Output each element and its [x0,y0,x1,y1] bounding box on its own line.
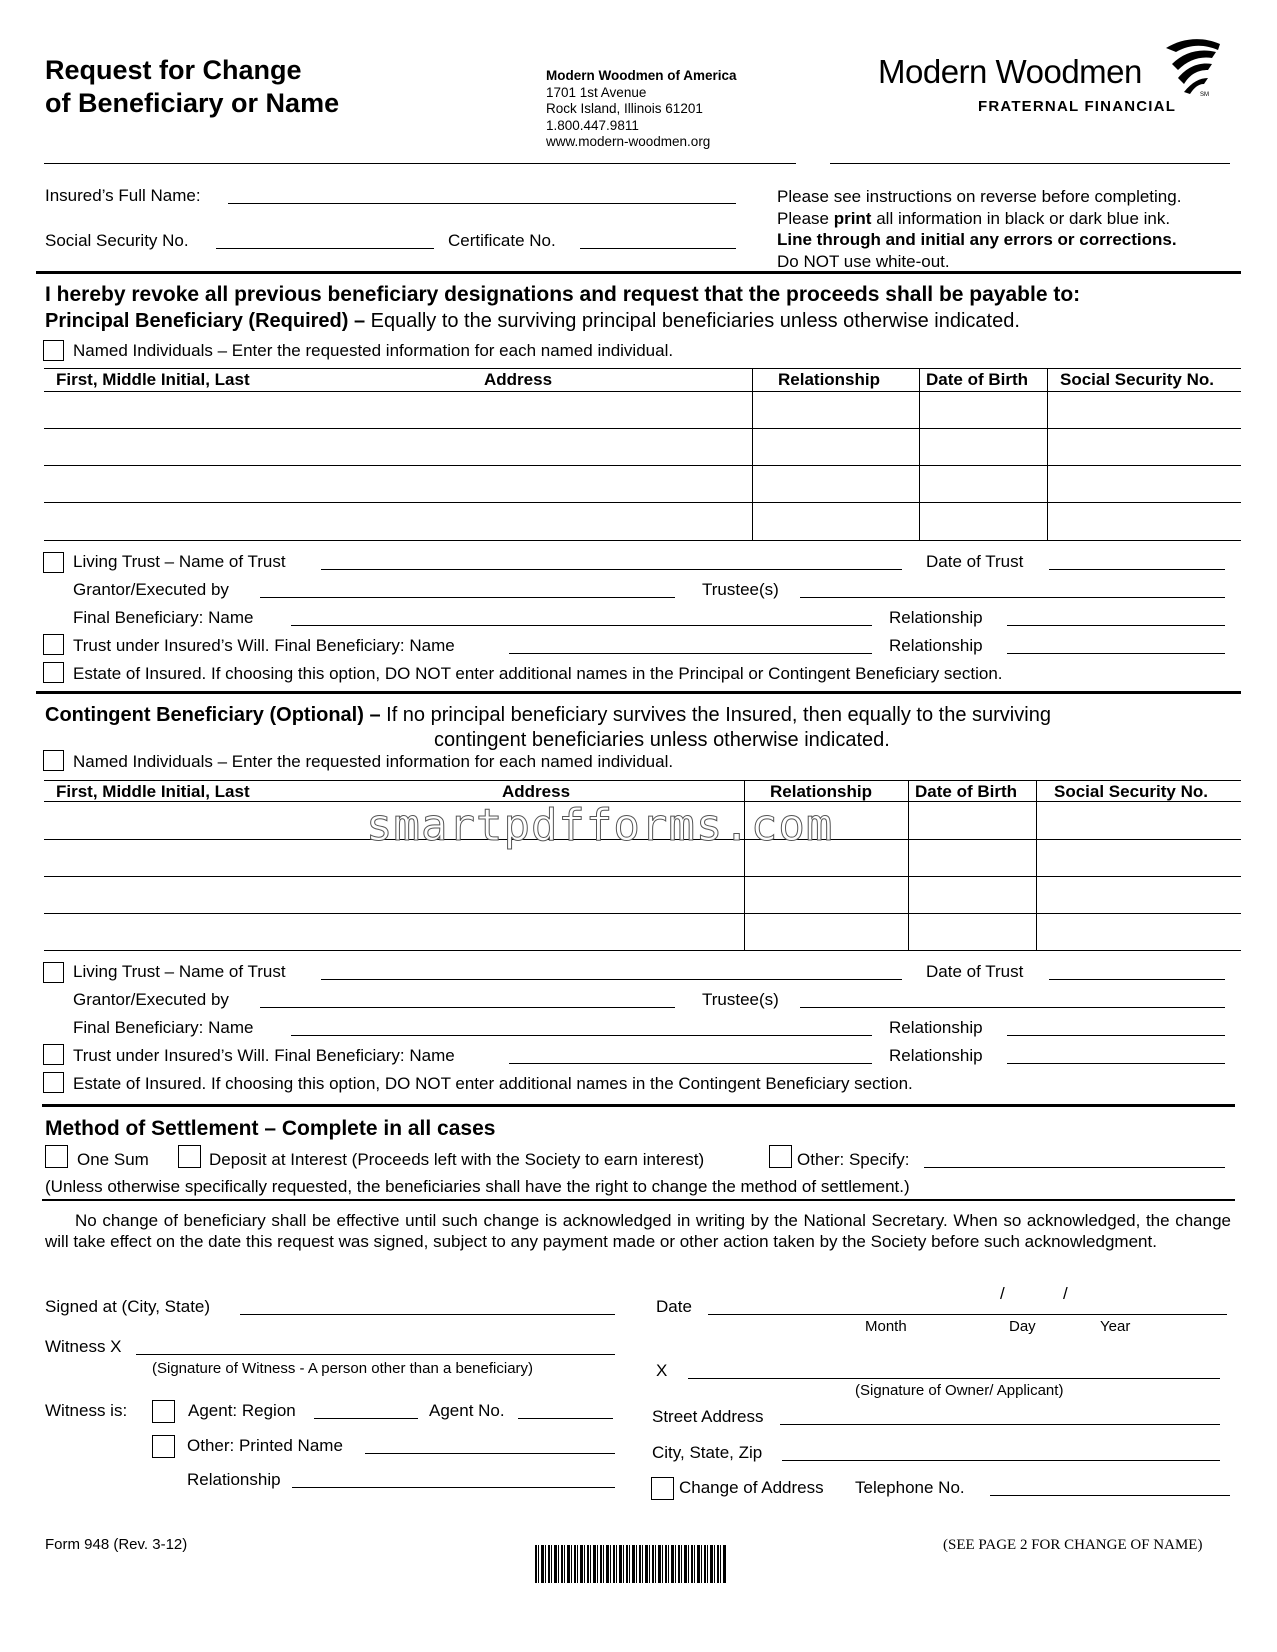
org-address-block [546,68,737,151]
deposit-at-interest-label: Deposit at Interest (Proceeds left with the Society to earn interest) [209,1150,705,1169]
header-divider-left [44,163,796,164]
one-sum-label: One Sum [77,1150,149,1169]
principal-living-trust-checkbox[interactable] [43,552,64,573]
witness-is-label: Witness is: [45,1401,128,1420]
settlement-divider [42,1199,1235,1201]
principal-trust-will-relationship-field[interactable] [1007,653,1225,654]
table-row[interactable] [44,502,1241,503]
principal-named-individuals-checkbox[interactable] [43,340,64,361]
contingent-heading-line2: contingent beneficiaries unless otherwise indicated. [434,729,890,751]
contingent-col-dob: Date of Birth [915,782,1017,801]
street-address-label: Street Address [652,1407,764,1426]
street-address-field[interactable] [780,1424,1220,1425]
principal-col-relationship: Relationship [778,370,881,389]
witness-agent-checkbox[interactable] [152,1400,175,1423]
principal-final-relationship-field[interactable] [1007,625,1225,626]
instructions-line4: Do NOT use white-out. [777,251,950,271]
section-divider-principal [36,271,1241,274]
telephone-label: Telephone No. [855,1478,965,1497]
contingent-trustees-label: Trustee(s) [702,990,779,1009]
section-divider-contingent [36,691,1241,694]
logo-swoosh-icon [1162,36,1222,96]
one-sum-checkbox[interactable] [45,1145,68,1168]
contingent-named-individuals-label: Named Individuals – Enter the requested information for each named individual. [73,752,674,771]
principal-date-of-trust-label: Date of Trust [926,552,1024,571]
form-number: Form 948 (Rev. 3-12) [45,1536,188,1553]
org-name: Modern Woodmen of America [546,68,737,83]
revoke-heading: I hereby revoke all previous beneficiary designations and request that the proceeds shall be payable to: [45,283,1081,306]
form-title-line2: of Beneficiary or Name [45,88,340,118]
contingent-grantor-field[interactable] [260,1007,675,1008]
table-row[interactable] [44,913,1241,914]
other-settlement-field[interactable] [924,1167,1225,1168]
contingent-trust-will-relationship-field[interactable] [1007,1063,1225,1064]
contingent-trust-will-label: Trust under Insured’s Will. Final Beneficiary: Name [73,1046,455,1065]
certificate-no-label: Certificate No. [448,231,556,250]
agent-region-label: Agent: Region [188,1401,296,1420]
signed-at-label: Signed at (City, State) [45,1297,211,1316]
logo-tagline: FRATERNAL FINANCIAL [978,98,1177,115]
witness-signature-caption: (Signature of Witness - A person other than a beneficiary) [152,1360,534,1377]
principal-trustees-label: Trustee(s) [702,580,779,599]
principal-named-individuals-label: Named Individuals – Enter the requested information for each named individual. [73,341,674,360]
acknowledgment-notice: No change of beneficiary shall be effective until such change is acknowledged in writing by the National Secretary. When so acknowledged, the change will take effect on the date this request was signed, subject to any payment made or other action taken by the Society before such acknowledgment. [45,1211,1231,1251]
date-slash-2: / [1063,1284,1068,1303]
principal-trust-name-field[interactable] [321,569,902,570]
date-month-caption: Month [865,1318,907,1335]
form-title [45,54,339,120]
contingent-named-individuals-checkbox[interactable] [43,750,64,771]
contingent-trustees-field[interactable] [800,1007,1225,1008]
agent-region-field[interactable] [314,1418,418,1419]
other-printed-name-field[interactable] [365,1453,615,1454]
principal-living-trust-label: Living Trust – Name of Trust [73,552,286,571]
principal-trust-will-checkbox[interactable] [43,634,64,655]
insured-name-field[interactable] [228,203,736,204]
principal-date-of-trust-field[interactable] [1049,569,1225,570]
witness-relationship-label: Relationship [187,1470,281,1489]
contingent-final-beneficiary-field[interactable] [291,1035,872,1036]
principal-final-beneficiary-field[interactable] [291,625,872,626]
instructions-line2: Please print all information in black or dark blue ink. [777,208,1171,228]
insured-name-label: Insured’s Full Name: [45,186,201,205]
logo-service-mark: SM [1200,92,1209,98]
date-label: Date [656,1297,692,1316]
principal-estate-label: Estate of Insured. If choosing this option, DO NOT enter additional names in the Principal or Contingent Beneficiary section. [73,664,1003,683]
org-website: www.modern-woodmen.org [546,134,711,149]
table-row[interactable] [44,540,1241,541]
logo [878,53,1209,115]
date-field[interactable] [708,1314,1227,1315]
contingent-trust-name-field[interactable] [321,979,902,980]
witness-signature-label: Witness X [45,1337,122,1356]
other-settlement-checkbox[interactable] [769,1145,792,1168]
table-row[interactable] [44,428,1241,429]
contingent-living-trust-checkbox[interactable] [43,962,64,983]
contingent-col-ssn: Social Security No. [1054,782,1208,801]
agent-no-label: Agent No. [429,1401,505,1420]
instructions-line1: Please see instructions on reverse before completing. [777,187,1182,206]
org-address-line1: 1701 1st Avenue [546,84,647,100]
change-of-address-label: Change of Address [679,1478,824,1497]
principal-col-ssn: Social Security No. [1060,370,1214,389]
table-row[interactable] [44,465,1241,466]
principal-trustees-field[interactable] [800,597,1225,598]
witness-other-checkbox[interactable] [152,1435,175,1458]
principal-trust-will-name-field[interactable] [509,653,872,654]
contingent-date-of-trust-field[interactable] [1049,979,1225,980]
principal-estate-checkbox[interactable] [43,662,64,683]
change-of-address-checkbox[interactable] [651,1477,674,1500]
instructions-line3: Line through and initial any errors or corrections. [777,230,1177,249]
principal-grantor-field[interactable] [260,597,675,598]
settlement-heading: Method of Settlement – Complete in all cases [45,1117,496,1140]
principal-final-relationship-label: Relationship [889,608,983,627]
org-address-line2: Rock Island, Illinois 61201 [546,101,703,116]
contingent-col-address: Address [502,782,571,801]
contingent-heading: Contingent Beneficiary (Optional) – If no principal beneficiary survives the Insured, then equally to the surviving [45,704,1051,726]
table-row[interactable] [44,950,1241,951]
contingent-final-beneficiary-label: Final Beneficiary: Name [73,1018,254,1037]
contingent-final-relationship-field[interactable] [1007,1035,1225,1036]
logo-wordmark: Modern Woodmen [878,53,1142,90]
telephone-field[interactable] [990,1495,1230,1496]
agent-no-field[interactable] [518,1418,613,1419]
principal-col-dob: Date of Birth [926,370,1028,389]
date-day-caption: Day [1009,1318,1036,1335]
contingent-trust-will-checkbox[interactable] [43,1044,64,1065]
city-state-zip-label: City, State, Zip [652,1443,763,1462]
settlement-note: (Unless otherwise specifically requested, the beneficiaries shall have the right to change the method of settlement.) [45,1177,910,1196]
table-row[interactable] [44,876,1241,877]
principal-col-name: First, Middle Initial, Last [56,370,250,389]
instructions-block [777,186,1181,272]
contingent-final-relationship-label: Relationship [889,1018,983,1037]
contingent-trust-will-name-field[interactable] [509,1063,872,1064]
signed-at-field[interactable] [240,1314,615,1315]
principal-trust-will-label: Trust under Insured’s Will. Final Beneficiary: Name [73,636,455,655]
date-slash-1: / [1000,1284,1005,1303]
contingent-grantor-label: Grantor/Executed by [73,990,229,1009]
form-title-line1: Request for Change [45,55,302,85]
owner-signature-x: X [656,1361,668,1380]
org-phone: 1.800.447.9811 [546,117,639,133]
city-state-zip-field[interactable] [782,1460,1220,1461]
witness-signature-field[interactable] [136,1354,615,1355]
other-settlement-label: Other: Specify: [797,1150,910,1169]
section-divider-settlement [42,1104,1235,1107]
owner-signature-field[interactable] [688,1378,1220,1379]
watermark: smartpdfforms.com [366,800,834,851]
see-page-note: (SEE PAGE 2 FOR CHANGE OF NAME) [943,1537,1203,1553]
owner-signature-caption: (Signature of Owner/ Applicant) [855,1382,1064,1399]
principal-col-address: Address [484,370,553,389]
principal-heading: Principal Beneficiary (Required) – Equally to the surviving principal beneficiaries unless otherwise indicated. [45,310,1020,332]
contingent-estate-label: Estate of Insured. If choosing this option, DO NOT enter additional names in the Contingent Beneficiary section. [73,1074,913,1093]
header-divider-right [830,163,1230,164]
other-printed-name-label: Other: Printed Name [187,1436,343,1455]
principal-trust-will-relationship-label: Relationship [889,636,983,655]
barcode-icon [535,1545,727,1583]
deposit-at-interest-checkbox[interactable] [178,1145,201,1168]
contingent-col-name: First, Middle Initial, Last [56,782,250,801]
insured-ssn-field[interactable] [216,248,434,249]
contingent-living-trust-label: Living Trust – Name of Trust [73,962,286,981]
insured-ssn-label: Social Security No. [45,231,189,250]
principal-final-beneficiary-label: Final Beneficiary: Name [73,608,254,627]
principal-grantor-label: Grantor/Executed by [73,580,229,599]
certificate-no-field[interactable] [580,248,736,249]
contingent-estate-checkbox[interactable] [43,1072,64,1093]
contingent-date-of-trust-label: Date of Trust [926,962,1024,981]
date-year-caption: Year [1100,1318,1131,1335]
contingent-col-relationship: Relationship [770,782,873,801]
contingent-trust-will-relationship-label: Relationship [889,1046,983,1065]
witness-relationship-field[interactable] [292,1487,615,1488]
